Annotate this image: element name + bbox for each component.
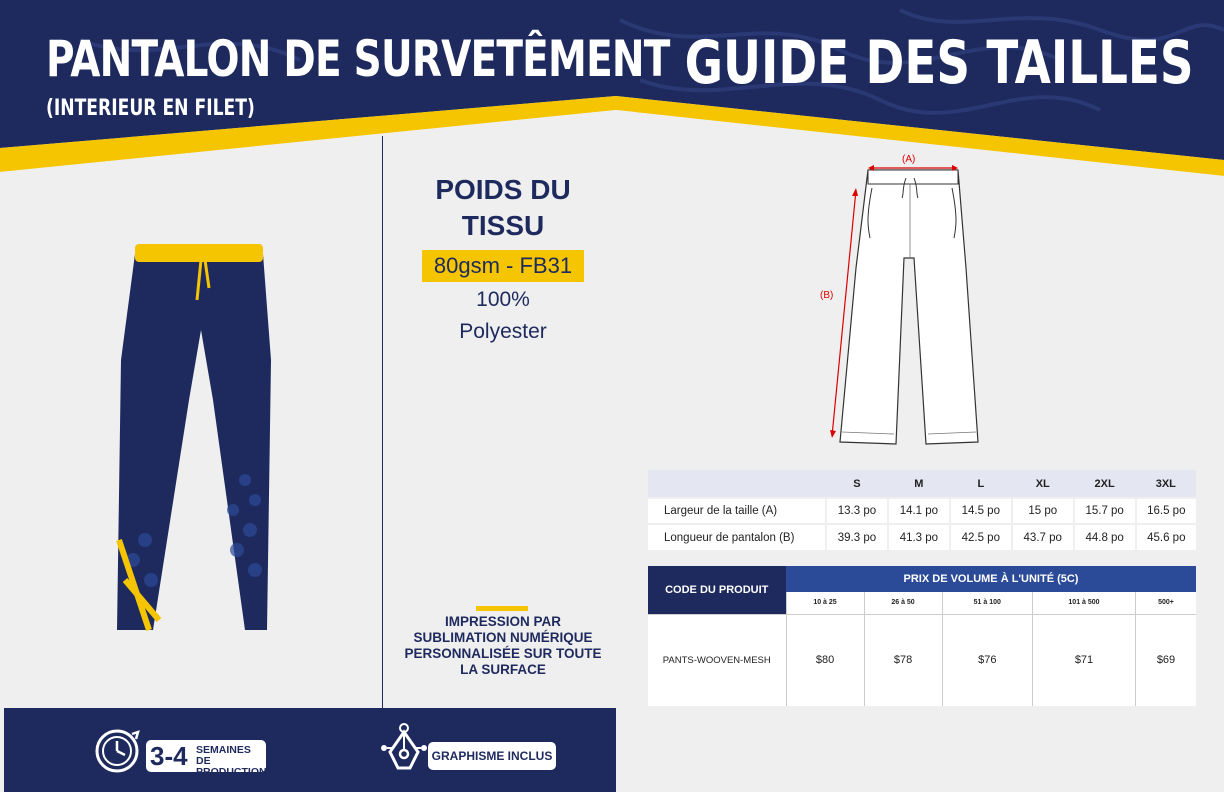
qty-range: 10 à 25: [786, 592, 864, 614]
pen-tool-icon: [378, 722, 430, 776]
table-cell: 14.5 po: [950, 498, 1012, 524]
fabric-info: [400, 172, 606, 346]
table-cell: 14.1 po: [888, 498, 950, 524]
qty-range: 500+: [1135, 592, 1196, 614]
table-row: [648, 614, 1196, 706]
table-cell: 41.3 po: [888, 524, 950, 550]
row-label-waist: Largeur de la taille (A): [648, 498, 826, 524]
table-cell: 45.6 po: [1136, 524, 1196, 550]
print-line-3: PERSONNALISÉE SUR TOUTE: [404, 646, 602, 661]
product-code-header: CODE DU PRODUIT: [648, 566, 786, 614]
price-table: [648, 566, 1196, 706]
size-header-2xl: 2XL: [1074, 470, 1136, 498]
fabric-weight-badge: 80gsm - FB31: [422, 250, 584, 282]
diagram-label-b: (B): [820, 290, 834, 301]
table-row: [648, 524, 1196, 550]
vertical-divider: [382, 136, 383, 708]
size-header-s: S: [826, 470, 888, 498]
footer-banner: [4, 708, 616, 792]
size-header-l: L: [950, 470, 1012, 498]
pants-product-image: [105, 240, 285, 636]
price-cell: $78: [864, 614, 942, 706]
table-cell: 43.7 po: [1012, 524, 1074, 550]
table-cell: 44.8 po: [1074, 524, 1136, 550]
header-banner: [0, 0, 1224, 180]
row-label-length: Longueur de pantalon (B): [648, 524, 826, 550]
table-row: [648, 498, 1196, 524]
fabric-heading-line1: POIDS DU: [435, 174, 571, 205]
print-line-1: IMPRESSION PAR: [444, 614, 561, 629]
price-cell: $69: [1135, 614, 1196, 706]
table-cell: 39.3 po: [826, 524, 888, 550]
print-line-4: LA SURFACE: [460, 662, 546, 677]
table-cell: 16.5 po: [1136, 498, 1196, 524]
table-cell: 13.3 po: [826, 498, 888, 524]
table-cell: 42.5 po: [950, 524, 1012, 550]
qty-range: 51 à 100: [942, 592, 1032, 614]
page-subtitle: (INTERIEUR EN FILET): [46, 96, 255, 121]
product-code: PANTS-WOOVEN-MESH: [648, 614, 786, 706]
qty-range: 101 à 500: [1033, 592, 1136, 614]
size-header-3xl: 3XL: [1136, 470, 1196, 498]
table-cell: 15.7 po: [1074, 498, 1136, 524]
fabric-composition-material: Polyester: [459, 320, 547, 343]
size-guide-title: GUIDE DES TAILLES: [685, 28, 1194, 98]
size-table: [648, 470, 1196, 550]
diagram-label-a: (A): [902, 154, 916, 165]
size-header-xl: XL: [1012, 470, 1074, 498]
production-label: PRODUCTION: [196, 766, 267, 778]
accent-bar: [476, 606, 528, 611]
size-header-empty: [648, 470, 826, 498]
qty-range: 26 à 50: [864, 592, 942, 614]
volume-price-header: PRIX DE VOLUME À L'UNITÉ (5C): [786, 566, 1196, 592]
price-cell: $71: [1033, 614, 1136, 706]
size-header-m: M: [888, 470, 950, 498]
price-cell: $76: [942, 614, 1032, 706]
print-line-2: SUBLIMATION NUMÉRIQUE: [413, 630, 593, 645]
size-header-row: [648, 470, 1196, 498]
page-title: PANTALON DE SURVETÊMENT: [46, 30, 670, 88]
design-included-badge: GRAPHISME INCLUS: [428, 742, 556, 770]
production-weeks-label: SEMAINES DE: [196, 744, 251, 767]
production-weeks-number: 3-4: [150, 741, 188, 771]
print-method-text: [392, 614, 614, 678]
size-measurement-diagram: [818, 148, 998, 448]
table-cell: 15 po: [1012, 498, 1074, 524]
price-cell: $80: [786, 614, 864, 706]
fabric-heading-line2: TISSU: [461, 210, 545, 241]
fabric-composition-percent: 100%: [476, 288, 530, 311]
production-time-badge: [146, 740, 267, 778]
clock-icon: [92, 726, 142, 776]
